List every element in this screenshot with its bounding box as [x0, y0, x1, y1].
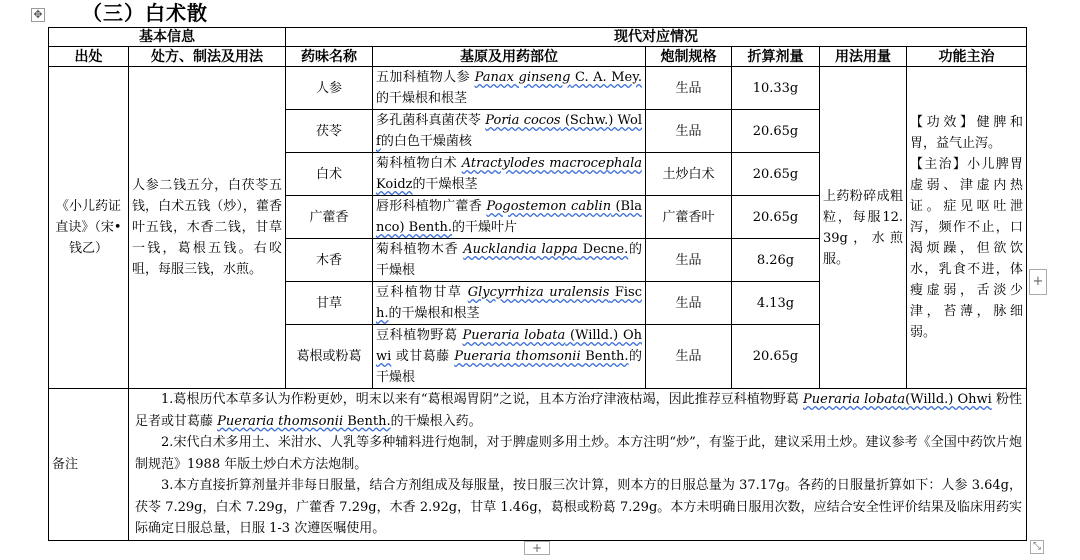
note-2: 2.宋代白术多用土、米泔水、人乳等多种辅料进行炮制，对于脾虚则多用土炒。本方注明“炒”，有鉴于此，建议采用土炒。建议参考《全国中药饮片炮制规范》1988 年版土炒白术方法炮制。 — [135, 435, 1023, 472]
table-resize-handle-icon[interactable]: ⤡ — [1030, 540, 1044, 554]
herb-name: 甘草 — [286, 282, 373, 325]
col-header-formula: 处方、制法及用法 — [129, 47, 286, 67]
col-header-usage: 用法用量 — [820, 47, 907, 67]
herb-dose: 20.65g — [732, 153, 820, 196]
latin-name: Poria cocos — [485, 113, 561, 128]
herb-name: 葛根或粉葛 — [286, 325, 373, 389]
herb-processing: 生品 — [646, 282, 732, 325]
latin-name: Pueraria lobata — [803, 392, 906, 407]
group-header-basic: 基本信息 — [49, 28, 286, 47]
table-row — [49, 67, 1027, 110]
latin-name: Atractylodes macrocephala — [461, 156, 642, 171]
source-cell: 《小儿药证直诀》（宋•钱乙） — [49, 67, 129, 389]
herb-processing: 生品 — [646, 67, 732, 110]
section-title: （三）白术散 — [82, 1, 208, 25]
herb-origin: 菊科植物白术 Atractylodes macrocephala Koidz的干燥根茎 — [373, 153, 646, 196]
herb-name: 人参 — [286, 67, 373, 110]
formula-table — [48, 27, 1027, 541]
col-header-function: 功能主治 — [907, 47, 1027, 67]
notes-cell — [129, 389, 1027, 541]
herb-processing: 生品 — [646, 325, 732, 389]
table-move-handle-icon[interactable]: ✥ — [31, 8, 45, 22]
herb-name: 广藿香 — [286, 196, 373, 239]
latin-name: Pueraria lobata — [462, 328, 566, 343]
herb-processing: 土炒白术 — [646, 153, 732, 196]
col-header-processing: 炮制规格 — [646, 47, 732, 67]
herb-origin: 菊科植物木香 Aucklandia lappa Decne.的干燥根 — [373, 239, 646, 282]
col-header-dose: 折算剂量 — [732, 47, 820, 67]
latin-name: Pogostemon cablin — [486, 199, 612, 214]
herb-dose: 20.65g — [732, 110, 820, 153]
col-header-origin: 基原及用药部位 — [373, 47, 646, 67]
herb-origin: 豆科植物野葛 Pueraria lobata (Willd.) Ohwi 或甘葛藤 Pueraria thomsonii Benth.的干燥根 — [373, 325, 646, 389]
function-cell — [907, 67, 1027, 389]
latin-name: Pueraria thomsonii — [217, 413, 344, 429]
herb-processing: 广藿香叶 — [646, 196, 732, 239]
herb-processing: 生品 — [646, 239, 732, 282]
note-3: 3.本方直接折算剂量并非每日服量，结合方剂组成及每服量，按日服三次计算，则本方的日服总量为 37.17g。各药的日服量折算如下：人参 3.64g，茯苓 7.29g，白术 7.29g，广藿香 7.29g，木香 2.92g，甘草 1.46g，葛根或粉葛 7.29g。本方未明确日服用次数，应结合安全性评价结果及临床用药实际确定日服总量，日服 1-3 次遵医嘱使用。 — [135, 478, 1023, 536]
herb-origin: 豆科植物甘草 Glycyrrhiza uralensis Fisch.的干燥根和根茎 — [373, 282, 646, 325]
herb-dose: 10.33g — [732, 67, 820, 110]
indication-text: 【主治】小儿脾胃虚弱、津虚内热证。症见呕吐泄泻，频作不止，口渴烦躁，但欲饮水，乳食不进，体瘦虚弱，舌淡少津，苔薄，脉细弱。 — [910, 157, 1024, 340]
herb-dose: 8.26g — [732, 239, 820, 282]
notes-row — [49, 389, 1027, 541]
herb-origin: 唇形科植物广藿香 Pogostemon cablin (Blanco) Benth.的干燥叶片 — [373, 196, 646, 239]
latin-name: Glycyrrhiza uralensis — [467, 285, 610, 300]
notes-label: 备注 — [49, 389, 129, 541]
efficacy-text: 【功效】健脾和胃，益气止泻。 — [910, 115, 1024, 151]
herb-name: 白术 — [286, 153, 373, 196]
formula-cell: 人参二钱五分，白茯苓五钱，白术五钱（炒），藿香叶五钱，木香二钱，甘草一钱，葛根五钱。右㕮咀，每服三钱，水煎。 — [129, 67, 286, 389]
latin-name: Panax ginseng — [474, 70, 571, 85]
herb-name: 茯苓 — [286, 110, 373, 153]
latin-name: Aucklandia lappa — [463, 242, 578, 257]
usage-cell: 上药粉碎成粗粒，每服12.39g，水煎服。 — [820, 67, 907, 389]
group-header-modern: 现代对应情况 — [286, 28, 1027, 47]
herb-origin: 多孔菌科真菌茯苓 Poria cocos (Schw.) Wolf的白色干燥菌核 — [373, 110, 646, 153]
herb-processing: 生品 — [646, 110, 732, 153]
add-column-icon[interactable]: + — [1029, 269, 1047, 295]
col-header-source: 出处 — [49, 47, 129, 67]
latin-name: Pueraria thomsonii — [454, 349, 581, 364]
herb-dose: 4.13g — [732, 282, 820, 325]
add-row-icon[interactable]: + — [524, 541, 550, 555]
herb-dose: 20.65g — [732, 325, 820, 389]
herb-dose: 20.65g — [732, 196, 820, 239]
herb-origin: 五加科植物人参 Panax ginseng C. A. Mey.的干燥根和根茎 — [373, 67, 646, 110]
note-1: 1.葛根历代本草多认为作粉更妙，明末以来有“葛根竭胃阴”之说，且本方治疗津液枯竭，因此推荐豆科植物野葛 Pueraria lobata(Willd.) Ohwi 粉性足者或甘葛藤 Pueraria thomsonii Benth.的干燥根入药。 — [135, 392, 1023, 429]
col-header-herb: 药味名称 — [286, 47, 373, 67]
herb-name: 木香 — [286, 239, 373, 282]
